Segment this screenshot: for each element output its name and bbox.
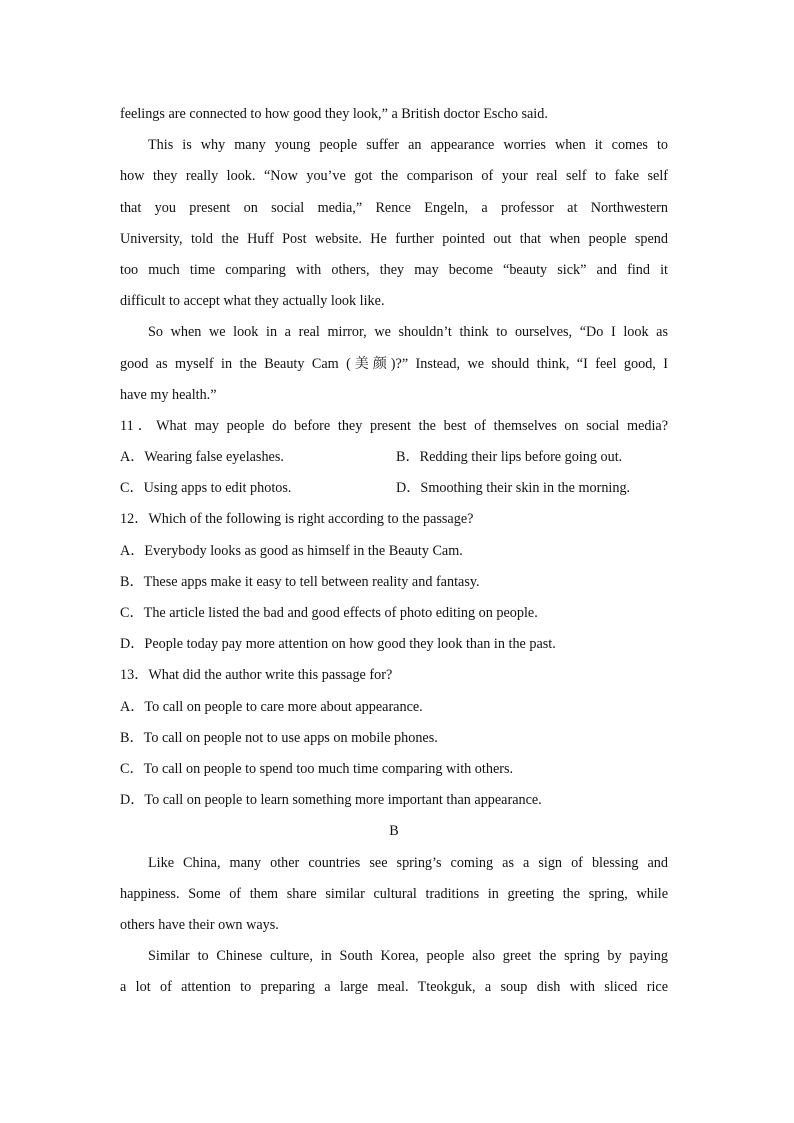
option-c: C．To call on people to spend too much time comparing with others.: [120, 760, 514, 777]
question-stem: 13．What did the author write this passage for?: [120, 667, 393, 684]
option-b: B．Redding their lips before going out.: [396, 449, 623, 466]
question-stem: 12．Which of the following is right according to the passage?: [120, 511, 474, 528]
passage-a-line: feelings are connected to how good they look,” a British doctor Escho said.: [120, 106, 548, 122]
passage-b-line: Like China, many other countries see spring’s coming as a sign of blessing and: [148, 854, 668, 871]
option-c: C．Using apps to edit photos.: [120, 480, 292, 497]
passage-a-line: So when we look in a real mirror, we shouldn’t think to ourselves, “Do I look as: [148, 324, 668, 341]
question-13: [120, 660, 668, 816]
passage-a-line: how they really look. “Now you’ve got the comparison of your real self to fake self: [120, 168, 668, 185]
question-11: [120, 411, 668, 505]
passage-a-line: This is why many young people suffer an appearance worries when it comes to: [148, 137, 668, 154]
option-row: [120, 442, 668, 473]
option-d: D．People today pay more attention on how good they look than in the past.: [120, 636, 556, 653]
passage-a: [120, 99, 668, 411]
option-b: B．To call on people not to use apps on mobile phones.: [120, 729, 438, 746]
option-a: A．To call on people to care more about appearance.: [120, 698, 423, 715]
question-stem: 11．What may people do before they present the best of themselves on social media?: [120, 417, 668, 434]
question-12: [120, 504, 668, 660]
option-d: D．To call on people to learn something more important than appearance.: [120, 792, 542, 809]
option-row: [120, 473, 668, 504]
passage-a-line: difficult to accept what they actually look like.: [120, 293, 385, 310]
passage-a-line: have my health.”: [120, 386, 217, 403]
passage-b-line: Similar to Chinese culture, in South Korea, people also greet the spring by paying: [148, 948, 668, 965]
option-c: C．The article listed the bad and good effects of photo editing on people.: [120, 605, 538, 621]
option-d: D．Smoothing their skin in the morning.: [396, 480, 631, 497]
passage-a-line: too much time comparing with others, they may become “beauty sick” and find it: [120, 261, 668, 278]
document-page: [120, 99, 668, 1003]
passage-a-line: that you present on social media,” Rence Engeln, a professor at Northwestern: [120, 199, 668, 216]
passage-b: [120, 816, 668, 1003]
passage-a-line: University, told the Huff Post website. He further pointed out that when people spend: [120, 230, 668, 247]
option-b: B．These apps make it easy to tell between reality and fantasy.: [120, 573, 480, 590]
option-a: A．Wearing false eyelashes.: [120, 449, 284, 466]
passage-b-line: a lot of attention to preparing a large meal. Tteokguk, a soup dish with sliced rice: [120, 979, 668, 996]
section-heading: B: [389, 823, 399, 840]
option-a: A．Everybody looks as good as himself in the Beauty Cam.: [120, 542, 463, 559]
passage-b-line: happiness. Some of them share similar cultural traditions in greeting the spring, while: [120, 885, 668, 902]
passage-b-line: others have their own ways.: [120, 916, 279, 933]
passage-a-line: good as myself in the Beauty Cam (美颜)?” Instead, we should think, “I feel good, I: [120, 355, 668, 372]
